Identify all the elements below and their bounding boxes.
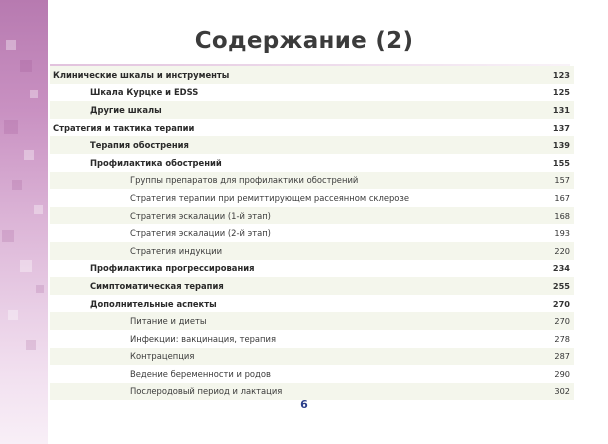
toc-entry-page: 167: [554, 192, 570, 203]
toc-entry[interactable]: [50, 101, 574, 119]
toc-entry-label: Инфекции: вакцинация, терапия: [130, 333, 277, 344]
toc-entry-page: 290: [554, 368, 570, 379]
toc-entry[interactable]: [50, 207, 574, 225]
toc-entry-page: 302: [554, 386, 570, 397]
page-title: Содержание (2): [194, 28, 414, 54]
toc-entry[interactable]: [50, 295, 574, 313]
toc-entry-page: 287: [554, 351, 570, 362]
toc-entry[interactable]: [50, 136, 574, 154]
toc-entry[interactable]: [50, 277, 574, 295]
toc-entry-label: Дополнительные аспекты: [90, 298, 217, 309]
toc-entry-label: Стратегия эскалации (2-й этап): [130, 228, 271, 239]
toc-entry[interactable]: [50, 348, 574, 366]
toc-entry-label: Стратегия и тактика терапии: [53, 122, 195, 133]
toc-entry[interactable]: [50, 119, 574, 137]
toc-entry-label: Другие шкалы: [90, 104, 162, 115]
toc-entry-label: Клинические шкалы и инструменты: [53, 69, 230, 80]
toc-entry[interactable]: [50, 224, 574, 242]
page-number: 6: [300, 398, 308, 411]
toc-entry-page: 123: [552, 69, 570, 80]
toc-entry-label: Профилактика прогрессирования: [90, 263, 255, 274]
toc-entry-label: Стратегия эскалации (1-й этап): [130, 210, 271, 221]
toc-entry-page: 125: [552, 87, 570, 98]
toc-entry-label: Контрацепция: [130, 351, 195, 362]
toc-entry-label: Профилактика обострений: [90, 157, 222, 168]
toc-entry[interactable]: [50, 365, 574, 383]
toc-entry-page: 137: [552, 122, 570, 133]
toc-entry-label: Ведение беременности и родов: [130, 368, 271, 379]
toc-entry-label: Стратегия индукции: [130, 245, 223, 256]
toc-entry-page: 255: [552, 280, 570, 291]
toc-entry-page: 234: [552, 263, 570, 274]
toc-entry-label: Питание и диеты: [130, 316, 207, 327]
toc-entry-page: 139: [552, 140, 570, 151]
decorative-side-band: [0, 0, 48, 444]
toc-entry-label: Шкала Курцке и EDSS: [90, 87, 199, 98]
toc-entry[interactable]: [50, 189, 574, 207]
toc-entry-page: 155: [552, 157, 570, 168]
toc-entry-page: 131: [552, 104, 570, 115]
toc-entry[interactable]: [50, 242, 574, 260]
toc-entry-page: 278: [554, 333, 570, 344]
toc-entry[interactable]: [50, 260, 574, 278]
toc-entry[interactable]: [50, 154, 574, 172]
toc-entry-page: 168: [554, 210, 570, 221]
toc-entry[interactable]: [50, 312, 574, 330]
toc-entry[interactable]: [50, 172, 574, 190]
toc-entry-label: Терапия обострения: [90, 140, 189, 151]
toc-entry-page: 270: [552, 298, 570, 309]
toc-entry-label: Стратегия терапии при ремиттирующем рассеянном склерозе: [130, 192, 410, 203]
toc-entry[interactable]: [50, 66, 574, 84]
toc-entry-page: 270: [554, 316, 570, 327]
toc-entry-page: 193: [554, 228, 570, 239]
toc-entry-page: 157: [554, 175, 570, 186]
toc-entry-label: Послеродовый период и лактация: [130, 386, 283, 397]
toc-entry-page: 220: [554, 245, 570, 256]
toc-entry[interactable]: [50, 330, 574, 348]
table-of-contents: [50, 66, 574, 400]
toc-entry[interactable]: [50, 84, 574, 102]
toc-entry-label: Группы препаратов для профилактики обострений: [130, 175, 359, 186]
toc-entry-label: Симптоматическая терапия: [90, 280, 224, 291]
